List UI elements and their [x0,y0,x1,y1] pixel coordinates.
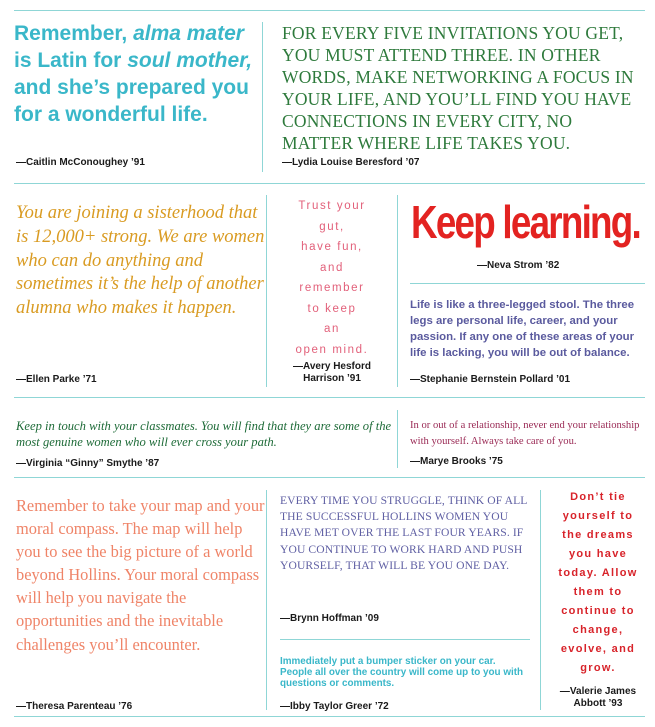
attribution-beresford: —Lydia Louise Beresford ’07 [282,157,420,168]
quote-line: open mind. [295,343,369,356]
quote-line: grow. [580,662,616,674]
attribution-line: Harrison ’91 [303,373,361,384]
rule-bottom [14,716,645,717]
attribution-line: Abbott ’93 [573,698,623,709]
rule-v-row3 [397,410,398,468]
rule-v-row2a [266,195,267,387]
attribution-strom: —Neva Strom ’82 [477,260,560,271]
quote-line: and [320,261,344,274]
rule-v-row4a [266,490,267,710]
attribution-parenteau: —Theresa Parenteau ’76 [16,701,133,712]
quote-text-part: and she’s prepared you for a wonderful life. [14,76,249,126]
quote-line: them to [573,586,623,598]
rule-row3-bottom [14,477,645,478]
quote-moral-compass: Remember to take your map and your moral compass. The map will help you to see the big picture of a world beyond Hollins. Your moral compass will help you navigate the opportunities and the inevitable challenges you’ll encounter. [16,496,265,654]
quote-line: Trust your [298,200,366,212]
quote-classmates: Keep in touch with your classmates. You will find that they are some of the most genuine women who will ever cross your path. [16,419,392,450]
rule-v-row2b [397,195,398,387]
quote-bumper-sticker: Immediately put a bumper sticker on your car. People all over the country will come up to you with questions or comments. [280,656,524,690]
quote-line: Don’t tie [570,491,626,503]
attribution-smythe: —Virginia “Ginny” Smythe ’87 [16,458,160,469]
quote-text-italic: alma mater [133,22,244,45]
quote-line: today. Allow [558,567,638,579]
attribution-pollard: —Stephanie Bernstein Pollard ’01 [410,374,571,385]
quote-networking: FOR EVERY FIVE INVITATIONS YOU GET, YOU MUST ATTEND THREE. IN OTHER WORDS, MAKE NETWORKING A FOCUS IN YOUR LIFE, AND YOU’LL FIND YOU HAVE CONNECTIONS IN EVERY CITY, NO MATTER WHERE LIFE TAKES YOU. [282,23,634,153]
quote-text-part: is Latin for [14,49,128,72]
rule-bumper-top [280,639,530,640]
attribution-parke: —Ellen Parke ’71 [16,374,97,385]
quote-three-legged-stool: Life is like a three-legged stool. The three legs are personal life, career, and your passion. If any one of these areas of your life is lacking, you will be out of balance. [410,299,635,359]
quote-text-italic: soul mother, [127,49,253,72]
attribution-hoffman: —Brynn Hoffman ’09 [280,613,379,624]
quote-line: change, [572,624,624,636]
quote-line: have fun, [301,241,363,253]
quote-line: evolve, and [560,643,636,655]
quote-alma-mater [14,20,259,128]
attribution-mcconoughey: —Caitlin McConoughey ’91 [16,157,145,168]
quote-text-part: Remember, [14,22,134,45]
quote-line: the dreams [562,529,634,541]
rule-row2-bottom [14,397,645,398]
rule-v-row1 [262,22,263,172]
attribution-line: —Valerie James [559,686,637,697]
quote-trust-your-gut [280,196,384,360]
quote-line: yourself to [562,510,634,522]
quote-relationship: In or out of a relationship, never end your relationship with yourself. Always take care of you. [410,420,640,447]
rule-stool-top [410,283,645,284]
attribution-brooks: —Marye Brooks ’75 [410,456,503,467]
quote-line: continue to [561,605,635,617]
quote-dont-tie-yourself [548,488,648,678]
quote-line: gut, [319,220,345,233]
attribution-abbott [548,686,648,710]
rule-v-row4b [540,490,541,710]
quote-struggle: EVERY TIME YOU STRUGGLE, THINK OF ALL THE SUCCESSFUL HOLLINS WOMEN YOU HAVE MET OVER THE LAST FOUR YEARS. IF YOU CONTINUE TO WORK HARD AND PUSH YOURSELF, THAT WILL BE YOU ONE DAY. [280,494,528,572]
quote-line: an [324,323,340,335]
attribution-harrison [280,361,384,385]
attribution-greer: —Ibby Taylor Greer ’72 [280,701,389,712]
rule-top [14,10,645,11]
rule-row1-bottom [14,183,645,184]
quote-keep-learning: Keep learning. [411,196,640,248]
quote-sisterhood: You are joining a sisterhood that is 12,000+ strong. We are women who can do anything and sometimes it’s the help of another alumna who makes it happen. [16,203,265,319]
quote-line: remember [299,282,365,294]
quote-line: to keep [307,302,357,315]
attribution-line: —Avery Hesford [293,361,371,372]
quote-line: you have [568,548,628,560]
